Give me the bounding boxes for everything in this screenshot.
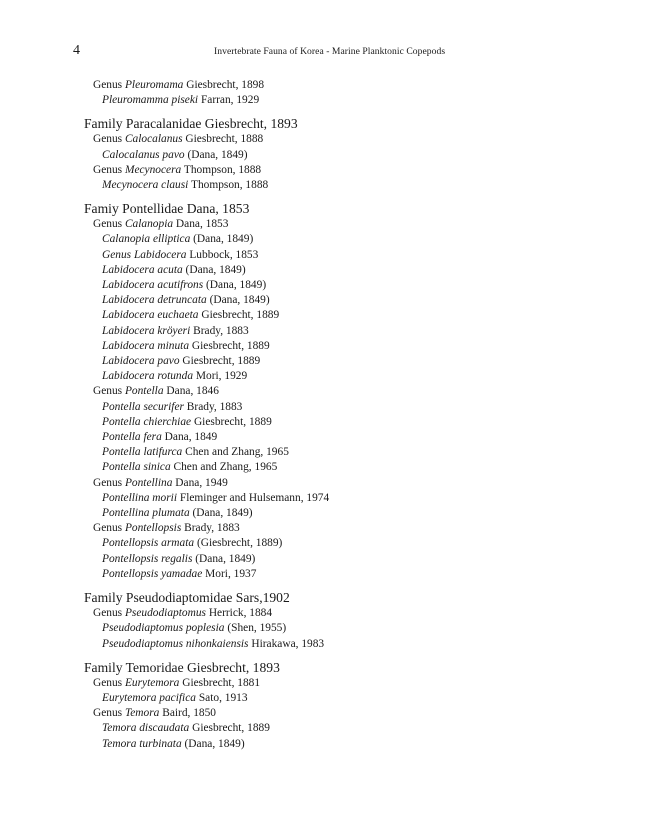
taxon-name: Pontellopsis armata [102, 537, 195, 550]
taxon-authority: Dana, 1949 [175, 476, 228, 489]
genus-entry [84, 521, 624, 536]
taxon-authority: (Dana, 1849) [209, 294, 270, 307]
taxon-name: Pontella securifer [102, 400, 184, 413]
rank-prefix: Genus [93, 163, 125, 176]
species-entry [84, 460, 624, 475]
taxon-name: Labidocera rotunda [102, 370, 194, 383]
taxonomy-list [84, 78, 624, 752]
taxon-name: Pontella [124, 385, 164, 398]
genus-entry [84, 163, 624, 178]
taxon-name: Calocalanus [124, 133, 183, 146]
taxon-authority: Giesbrecht, 1889 [193, 415, 272, 428]
taxon-authority: Hirakawa, 1983 [251, 637, 325, 650]
species-entry [84, 232, 624, 247]
family-heading: Famiy Pontellidae Dana, 1853 [84, 201, 250, 217]
species-entry [84, 552, 624, 567]
species-entry [84, 339, 624, 354]
taxon-authority: Giesbrecht, 1889 [182, 355, 261, 368]
taxon-authority: Chen and Zhang, 1965 [173, 461, 278, 474]
taxon-authority: Lubbock, 1853 [189, 248, 259, 261]
species-entry [84, 567, 624, 582]
species-entry [84, 369, 624, 384]
species-entry [84, 430, 624, 445]
taxon-authority: Dana, 1846 [166, 385, 219, 398]
species-entry [84, 278, 624, 293]
taxon-authority: Brady, 1883 [193, 324, 249, 337]
taxon-name: Pleuromamma piseki [102, 94, 199, 107]
genus-entry [84, 706, 624, 721]
family-section [84, 660, 624, 752]
taxon-authority: (Dana, 1849) [187, 148, 248, 161]
family-heading: Family Temoridae Giesbrecht, 1893 [84, 659, 280, 675]
taxon-name: Pontellina plumata [102, 507, 190, 520]
taxon-authority: Thompson, 1888 [183, 163, 262, 176]
rank-prefix: Genus [93, 79, 125, 91]
taxon-name: Pontella fera [102, 431, 162, 444]
taxon-name: Pontellopsis yamadae [102, 567, 203, 580]
taxon-authority: Dana, 1849 [164, 431, 218, 444]
taxon-authority: (Dana, 1849) [206, 279, 267, 292]
taxon-name: Labidocera minuta [102, 339, 190, 352]
family-heading: Family Paracalanidae Giesbrecht, 1893 [84, 116, 298, 132]
taxon-name: Genus Labidocera [102, 248, 187, 261]
taxon-authority: (Giesbrecht, 1889) [196, 537, 283, 550]
species-entry [84, 691, 624, 706]
genus-entry [84, 132, 624, 147]
taxon-authority: Mori, 1929 [195, 370, 248, 383]
taxon-name: Pseudodiaptomus nihonkaiensis [102, 637, 249, 650]
genus-entry [84, 384, 624, 399]
rank-prefix: Genus [93, 133, 125, 146]
taxon-name: Mecynocera clausi [102, 179, 189, 192]
taxon-authority: Mori, 1937 [205, 567, 257, 580]
taxon-name: Temora discaudata [102, 722, 190, 735]
species-entry [84, 491, 624, 506]
species-entry [84, 354, 624, 369]
taxon-authority: (Dana, 1849) [192, 507, 253, 520]
taxon-authority: Giesbrecht, 1889 [201, 309, 280, 322]
species-entry [84, 293, 624, 308]
taxon-authority: Giesbrecht, 1888 [185, 133, 264, 146]
genus-entry [84, 217, 624, 232]
species-entry [84, 324, 624, 339]
taxon-authority: (Dana, 1849) [184, 737, 245, 750]
taxon-name: Pseudodiaptomus [124, 607, 206, 620]
rank-prefix: Genus [93, 476, 125, 489]
taxon-name: Labidocera kröyeri [102, 324, 191, 337]
taxon-name: Pleuromama [124, 79, 184, 91]
taxon-name: Pontella chierchiae [102, 415, 192, 428]
rank-prefix: Genus [93, 607, 125, 620]
rank-prefix: Genus [93, 218, 125, 231]
rank-prefix: Genus [93, 385, 125, 398]
family-section [84, 590, 624, 652]
family-section [84, 78, 624, 108]
taxon-name: Pontellopsis regalis [102, 552, 193, 565]
rank-prefix: Genus [93, 676, 125, 689]
taxon-authority: Baird, 1850 [162, 707, 217, 720]
family-section [84, 116, 624, 193]
taxon-name: Temora [124, 707, 160, 720]
taxon-name: Calocalanus pavo [102, 148, 185, 161]
taxon-authority: (Shen, 1955) [227, 622, 287, 635]
taxon-name: Eurytemora pacifica [102, 691, 196, 704]
species-entry [84, 263, 624, 278]
species-entry [84, 737, 624, 752]
species-entry [84, 148, 624, 163]
species-entry [84, 248, 624, 263]
taxon-authority: Farran, 1929 [200, 94, 260, 107]
taxon-name: Labidocera acuta [102, 263, 183, 276]
taxon-name: Pontellina morii [102, 491, 177, 504]
species-entry [84, 400, 624, 415]
species-entry [84, 415, 624, 430]
genus-entry [84, 78, 624, 93]
species-entry [84, 721, 624, 736]
species-entry [84, 93, 624, 108]
taxon-name: Mecynocera [124, 163, 182, 176]
species-entry [84, 536, 624, 551]
taxon-authority: Giesbrecht, 1881 [182, 676, 261, 689]
taxon-authority: (Dana, 1849) [185, 263, 246, 276]
species-entry [84, 308, 624, 323]
taxon-authority: Dana, 1853 [175, 218, 229, 231]
rank-prefix: Genus [93, 707, 125, 720]
taxon-authority: Giesbrecht, 1889 [191, 339, 270, 352]
rank-prefix: Genus [93, 522, 125, 535]
taxon-authority: Fleminger and Hulsemann, 1974 [179, 491, 330, 504]
taxon-name: Pseudodiaptomus poplesia [102, 622, 225, 635]
genus-entry [84, 476, 624, 491]
taxon-authority: Herrick, 1884 [208, 607, 273, 620]
page-number: 4 [73, 43, 80, 58]
taxon-name: Labidocera euchaeta [102, 309, 199, 322]
genus-entry [84, 676, 624, 691]
species-entry [84, 178, 624, 193]
genus-entry [84, 606, 624, 621]
taxon-authority: Brady, 1883 [186, 400, 243, 413]
species-entry [84, 621, 624, 636]
taxon-name: Temora turbinata [102, 737, 182, 750]
taxon-name: Pontellopsis [124, 522, 182, 535]
taxon-authority: Thompson, 1888 [191, 179, 269, 192]
species-entry [84, 637, 624, 652]
species-entry [84, 445, 624, 460]
taxon-name: Pontella sinica [102, 461, 171, 474]
taxon-authority: Brady, 1883 [184, 522, 240, 535]
running-header: Invertebrate Fauna of Korea - Marine Planktonic Copepods [214, 46, 446, 57]
taxon-name: Calanopia elliptica [102, 233, 191, 246]
taxon-authority: Giesbrecht, 1898 [186, 79, 265, 91]
family-heading: Family Pseudodiaptomidae Sars,1902 [84, 590, 290, 606]
taxon-name: Labidocera acutifrons [102, 279, 204, 292]
taxon-authority: Chen and Zhang, 1965 [185, 446, 289, 459]
taxon-name: Labidocera pavo [102, 355, 180, 368]
taxon-authority: (Dana, 1849) [193, 233, 254, 246]
taxon-name: Calanopia [124, 218, 174, 231]
taxon-authority: Giesbrecht, 1889 [192, 722, 270, 735]
species-entry [84, 506, 624, 521]
taxon-name: Eurytemora [124, 676, 180, 689]
taxon-name: Pontella latifurca [102, 446, 183, 459]
taxon-authority: Sato, 1913 [198, 691, 248, 704]
family-section [84, 201, 624, 582]
taxon-name: Pontellina [124, 476, 173, 489]
taxon-name: Labidocera detruncata [102, 294, 207, 307]
taxon-authority: (Dana, 1849) [195, 552, 256, 565]
